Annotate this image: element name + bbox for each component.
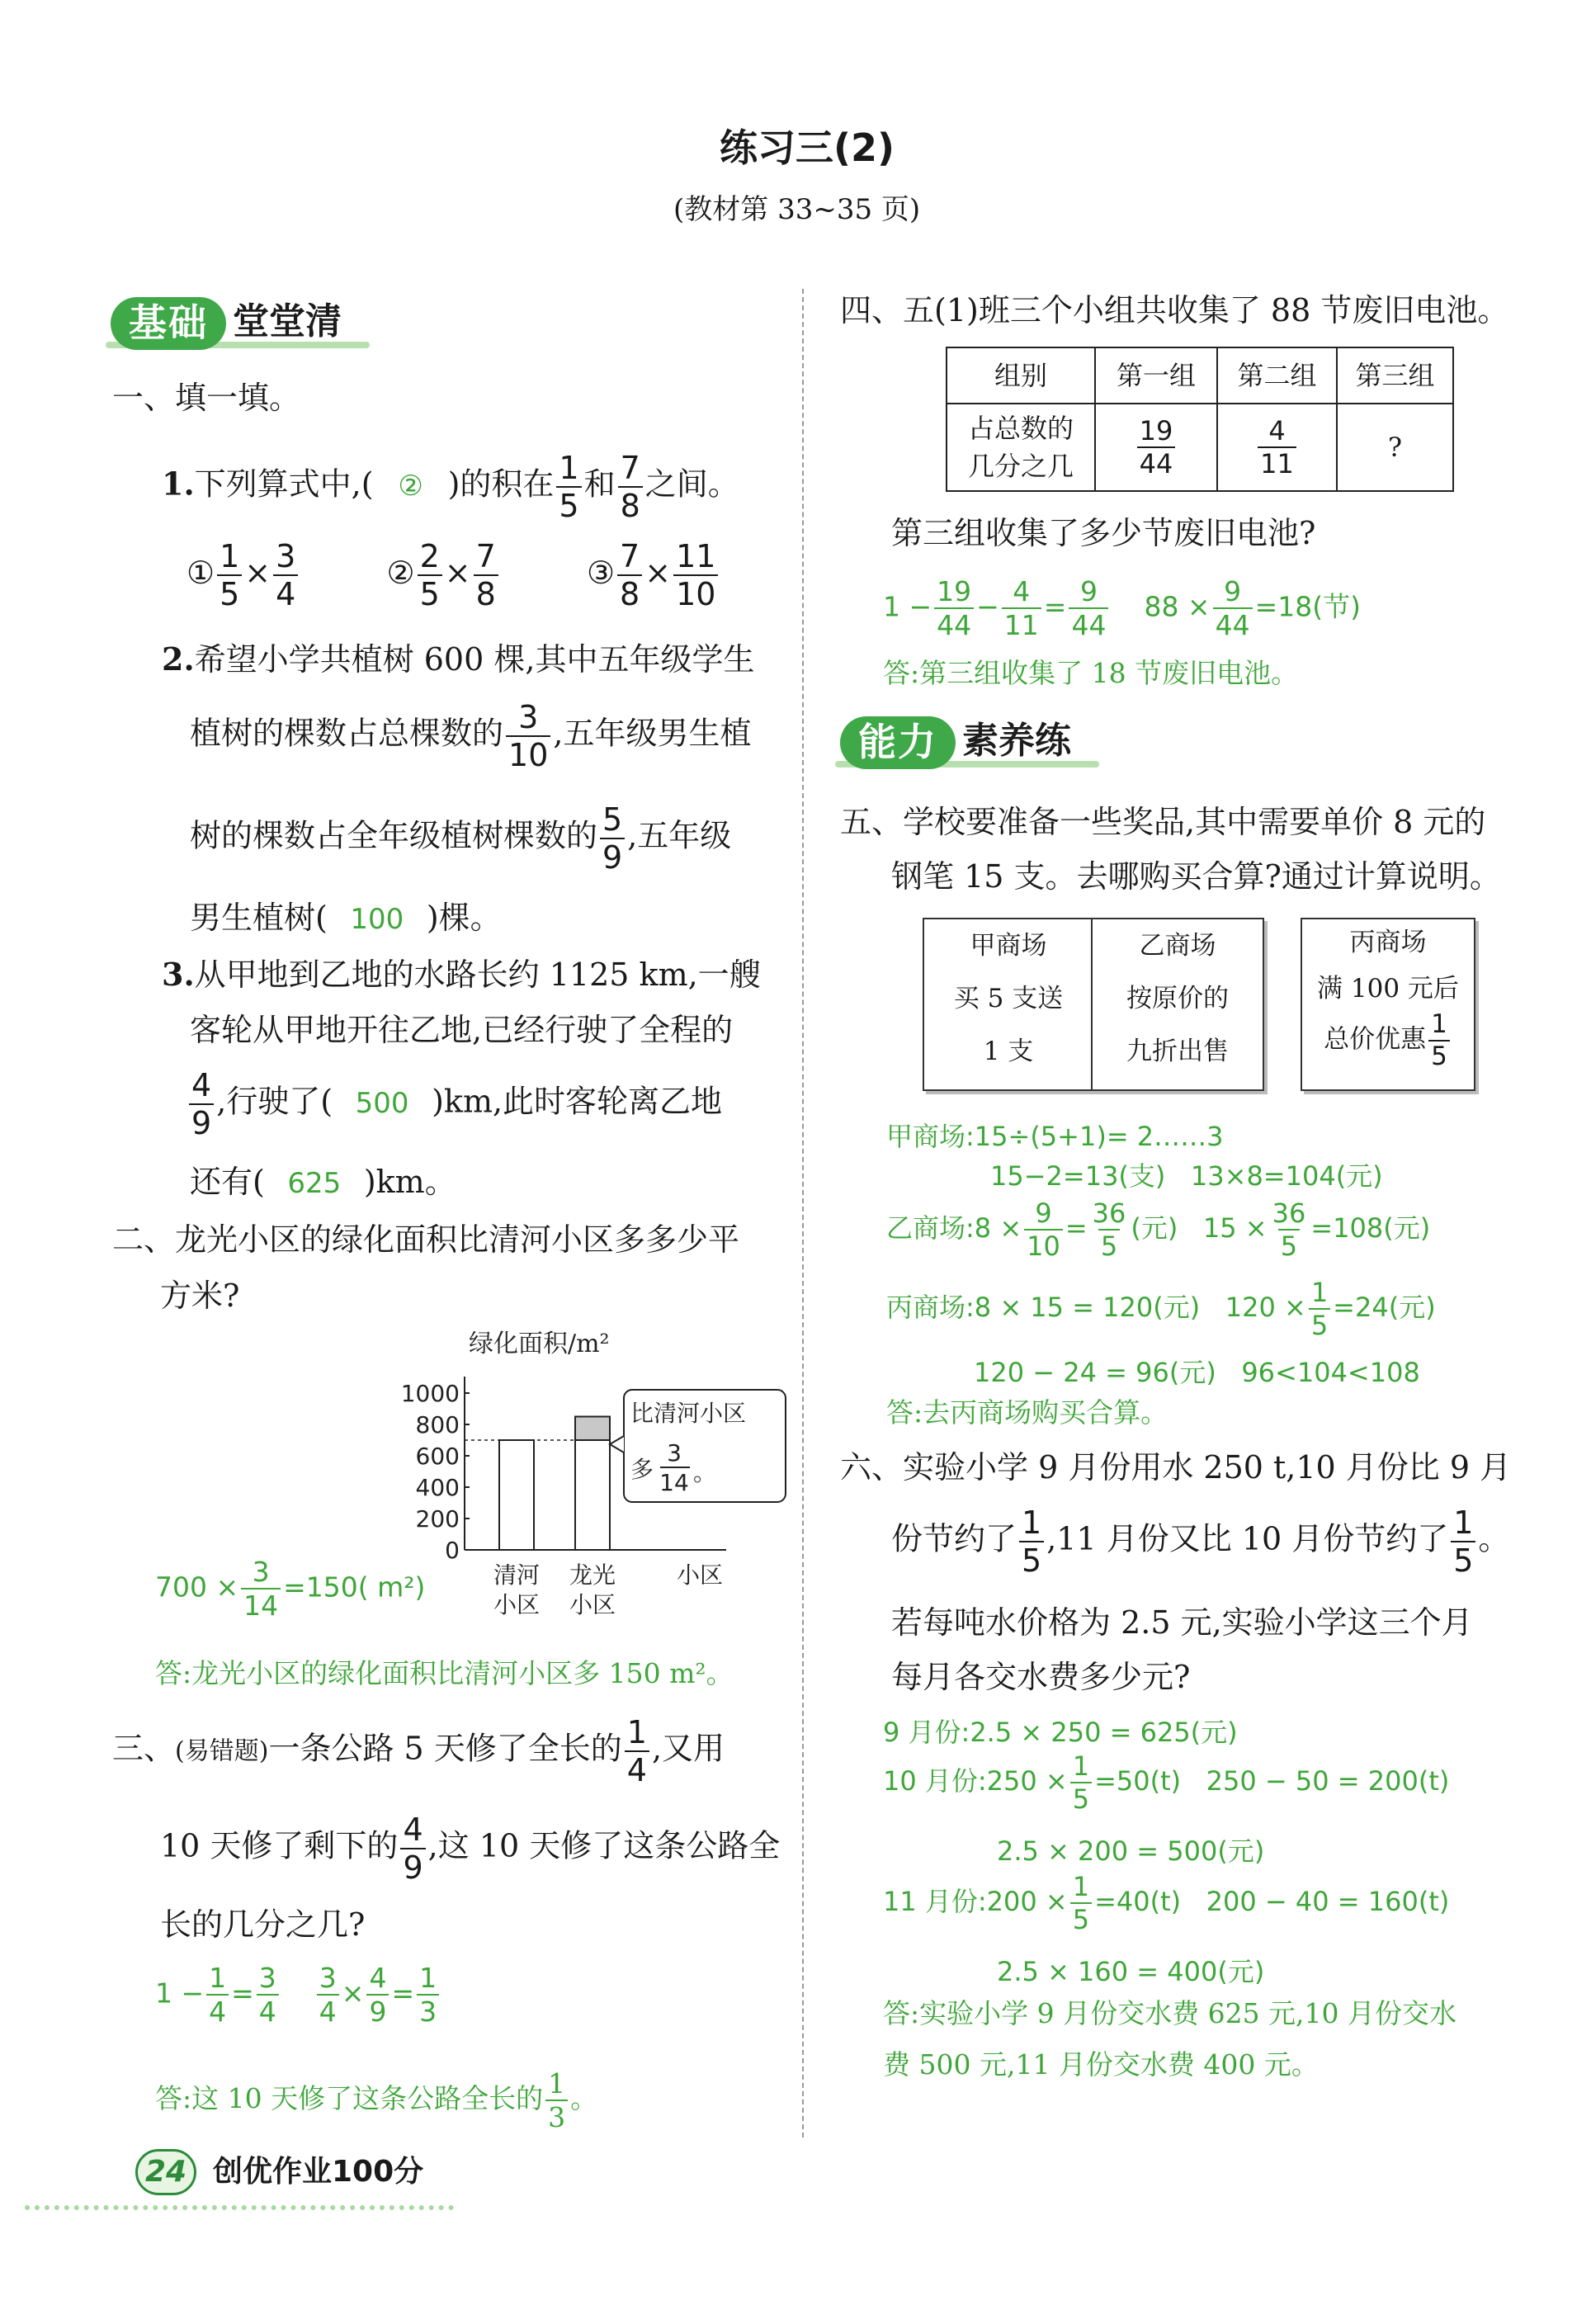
x-label: 清河 [493, 1561, 541, 1589]
q3-line1: 三、(易错题)一条公路 5 天修了全长的 $\frac{1}{4}$ ,又用 [112, 1714, 725, 1788]
table-header: 第三组 [1337, 347, 1453, 404]
section-title-basic: 堂堂清 [233, 300, 342, 342]
y-tick-label: 1000 [400, 1380, 460, 1407]
bar-2 [575, 1440, 610, 1550]
text: 之间。 [644, 465, 739, 503]
x-axis-label: 小区 [677, 1561, 724, 1589]
callout-text: 多 [630, 1456, 654, 1483]
q4-ask: 第三组收集了多少节废旧电池? [891, 515, 1316, 551]
callout-fraction-den: 14 [659, 1469, 689, 1496]
q5-line1: 五、学校要准备一些奖品,其中需要单价 8 元的 [840, 804, 1486, 840]
text: 和 [583, 465, 616, 503]
y-tick-label: 0 [445, 1537, 460, 1564]
q6-step1: 9 月份:2.5 × 250 = 625(元) [883, 1717, 1238, 1748]
y-tick-label: 800 [415, 1411, 460, 1438]
option-3: ③ $\frac{7}{8}$ × $\frac{11}{10}$ [587, 555, 720, 591]
footer-dots [25, 2205, 454, 2213]
q5-step2: 15−2=13(支) 13×8=104(元) [990, 1160, 1383, 1192]
q6-answer-line2: 费 500 元,11 月份交水费 400 元。 [883, 2048, 1319, 2081]
q1-p2-line1: 2.希望小学共植树 600 棵,其中五年级学生 [162, 640, 755, 678]
q6-line2: 份节约了 $\frac{1}{5}$ ,11 月份又比 10 月份节约了 $\frac{1}{5}$ 。 [891, 1504, 1510, 1579]
shop-card-2: 乙商场 按原价的 九折出售 [1091, 918, 1264, 1091]
page-number-badge: 24 [135, 2149, 196, 2195]
section-pill-basic: 基础 [111, 297, 226, 350]
bar-1 [499, 1440, 534, 1550]
q3-line2: 10 天修了剩下的 $\frac{4}{9}$ ,这 10 天修了这条公路全 [160, 1811, 781, 1886]
q1-p3-line2: 客轮从甲地开往乙地,已经行驶了全程的 [190, 1012, 734, 1048]
bar-chart [380, 1320, 792, 1634]
q2-answer: 答:龙光小区的绿化面积比清河小区多 150 m²。 [155, 1657, 734, 1689]
shop-card-1: 甲商场 买 5 支送 1 支 [923, 918, 1094, 1091]
q1-p1-options [186, 538, 720, 612]
option-2: ② $\frac{2}{5}$ × $\frac{7}{8}$ [386, 555, 500, 591]
x-label: 龙光 [569, 1561, 616, 1589]
q1-p2-line4: 男生植树( 100 )棵。 [190, 900, 502, 936]
q1-p3-line4: 还有( 625 )km。 [190, 1164, 456, 1200]
page-subtitle: (教材第 33~35 页) [673, 193, 921, 226]
answer-blank: ② [398, 469, 423, 503]
q6-line3: 若每吨水价格为 2.5 元,实验小学这三个月 [891, 1604, 1473, 1641]
bar-extra [575, 1417, 610, 1441]
q1-p3-line3: $\frac{4}{9}$ ,行驶了( 500 )km,此时客轮离乙地 [186, 1070, 722, 1139]
column-divider [802, 289, 804, 2137]
shop-card-3: 丙商场 满 100 元后 总价优惠 $\frac{1}{5}$ [1301, 918, 1475, 1091]
q5-line2: 钢笔 15 支。去哪购买合算?通过计算说明。 [891, 858, 1501, 895]
q4-answer: 答:第三组收集了 18 节废旧电池。 [883, 657, 1299, 689]
q6-line4: 每月各交水费多少元? [891, 1659, 1191, 1695]
q1-p2-line2: 植树的棵数占总棵数的 $\frac{3}{10}$ ,五年级男生植 [190, 699, 752, 773]
table-header: 组别 [947, 347, 1095, 404]
answer-blank: 100 [350, 903, 404, 936]
q1-heading: 一、填一填。 [112, 380, 301, 416]
callout-pointer [610, 1436, 624, 1452]
q2-line2: 方米? [160, 1278, 240, 1314]
x-label: 小区 [569, 1591, 616, 1618]
x-label: 小区 [493, 1591, 541, 1618]
q1-p3-line1: 3.从甲地到乙地的水路长约 1125 km,一艘 [162, 956, 761, 993]
q3-answer: 答:这 10 天修了这条公路全长的 $\frac{1}{3}$ 。 [155, 2067, 598, 2133]
q5-step3: 乙商场:8 × $\frac{9}{10}$ = $\frac{36}{5}$ (元) 15 × $\frac{36}{5}$ =108(元) [886, 1197, 1431, 1262]
table-cell: $\frac{19}{44}$ [1095, 404, 1217, 491]
table-cell: $\frac{4}{11}$ [1217, 404, 1337, 491]
answer-blank: 500 [355, 1086, 409, 1120]
footer-brand: 创优作业100分 [213, 2155, 424, 2189]
q4-line1: 四、五(1)班三个小组共收集了 88 节废旧电池。 [840, 292, 1509, 328]
text: 下列算式中,( [194, 465, 374, 503]
q4-table [946, 347, 1454, 492]
q3-line3: 长的几分之几? [160, 1906, 366, 1943]
option-1: ① $\frac{1}{5}$ × $\frac{3}{4}$ [186, 555, 300, 591]
y-tick-label: 400 [415, 1474, 460, 1501]
chart-title: 绿化面积/m² [469, 1330, 610, 1358]
q6-step2: 10 月份:250 × $\frac{1}{5}$ =50(t) 250 − 50 = 200(t) [883, 1750, 1450, 1815]
q2-line1: 二、龙光小区的绿化面积比清河小区多多少平 [112, 1221, 740, 1258]
y-tick-label: 600 [415, 1443, 460, 1470]
q6-step3: 2.5 × 200 = 500(元) [997, 1835, 1265, 1867]
q1-p1-line [162, 452, 739, 522]
q5-step4: 丙商场:8 × 15 = 120(元) 120 × $\frac{1}{5}$ =24(元) [886, 1277, 1436, 1341]
q6-step5: 2.5 × 160 = 400(元) [997, 1956, 1265, 1987]
answer-blank: 625 [287, 1167, 342, 1200]
table-cell: ? [1337, 404, 1453, 491]
q6-line1: 六、实验小学 9 月份用水 250 t,10 月份比 9 月 [840, 1449, 1512, 1486]
table-header: 第二组 [1217, 347, 1337, 404]
table-row-label: 占总数的 几分之几 [947, 404, 1095, 491]
callout-text: 比清河小区 [630, 1400, 747, 1427]
callout-text: 。 [693, 1459, 717, 1486]
fraction: $\frac{7}{8}$ [618, 452, 643, 522]
fraction: $\frac{1}{5}$ [556, 452, 581, 522]
page-title: 练习三(2) [720, 125, 895, 170]
q4-calc: 1 − $\frac{19}{44}$ − $\frac{4}{11}$ = $\frac{9}{44}$ 88 × $\frac{9}{44}$ =18(节) [883, 575, 1361, 641]
q-number: 1. [162, 465, 195, 503]
y-tick-label: 200 [415, 1505, 460, 1533]
table-header: 第一组 [1095, 347, 1217, 404]
text: )的积在 [447, 465, 555, 503]
section-title-ability: 素养练 [962, 720, 1071, 762]
q3-calc: 1 − $\frac{1}{4}$ = $\frac{3}{4}$ $\frac{3}{4}$ × $\frac{4}{9}$ = $\frac{1}{3}$ [155, 1964, 441, 2025]
callout-fraction-num: 3 [667, 1439, 682, 1467]
q6-step4: 11 月份:200 × $\frac{1}{5}$ =40(t) 200 − 40 = 160(t) [883, 1871, 1450, 1935]
q5-answer: 答:去丙商场购买合算。 [886, 1396, 1168, 1429]
section-pill-ability: 能力 [840, 716, 956, 769]
q2-calc: 700 × $\frac{3}{14}$ =150( m²) [155, 1556, 426, 1622]
q5-step5: 120 − 24 = 96(元) 96<104<108 [974, 1357, 1420, 1388]
q1-p2-line3: 树的棵数占全年级植树棵数的 $\frac{5}{9}$ ,五年级 [190, 801, 732, 876]
q6-answer-line1: 答:实验小学 9 月份交水费 625 元,10 月份交水 [883, 1997, 1457, 2029]
q5-step1: 甲商场:15÷(5+1)= 2……3 [886, 1121, 1224, 1152]
